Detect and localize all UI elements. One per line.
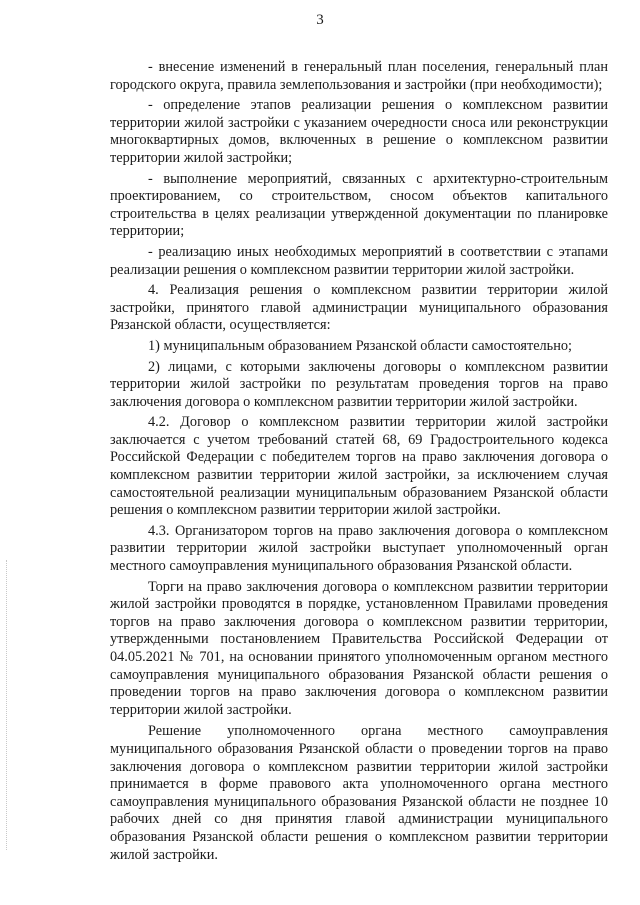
paragraph-implementation-stages: - определение этапов реализации решения о комплексном развитии территории жилой застройки с указанием очередности сноса или реконструкции многоквартирных домов, включенных в решение о комплексном развитии территории жилой застройки; [110, 97, 608, 166]
paragraph-construction-activities: - выполнение мероприятий, связанных с архитектурно-строительным проектированием, со строительством, сносом объектов капитального строительства в целях реализации утвержденной документации по планировке территории; [110, 170, 608, 240]
paragraph-general-plan-changes: - внесение изменений в генеральный план поселения, генеральный план городского округа, правила землепользования и застройки (при необходимости); [110, 59, 608, 93]
paragraph-section-4-2: 4.2. Договор о комплексном развитии территории жилой застройки заключается с учетом требований статей 68, 69 Градостроительного кодекса Российской Федерации с победителем торгов на право заключения договора о комплексном развитии территории жилой застройки, за исключением случая самостоятельной реализации муниципальным образованием Рязанской области решения о комплексном развитии территории жилой застройки. [110, 414, 608, 519]
paragraph-item-2: 2) лицами, с которыми заключены договоры о комплексном развитии территории жилой застройки по результатам проведения торгов на право заключения договора о комплексном развитии территории жилой застройки. [110, 358, 608, 410]
paragraph-tender-procedure: Торги на право заключения договора о комплексном развитии территории жилой застройки проводятся в порядке, установленном Правилами проведения торгов на право заключения договора о комплексном развитии территории, утвержденными постановлением Правительства Российской Федерации от 04.05.2021 № 701, на основании принятого уполномоченным органом местного самоуправления муниципального образования Рязанской области решения о проведении торгов на право заключения договора о комплексном развитии территории жилой застройки. [110, 578, 608, 718]
paragraph-tender-decision: Решение уполномоченного органа местного самоуправления муниципального образования Рязанской области о проведении торгов на право заключения договора о комплексном развитии территории жилой застройки принимается в форме правового акта уполномоченного органа местного самоуправления муниципального образования Рязанской области не позднее 10 рабочих дней со дня принятия главой администрации муниципального образования Рязанской области решения о комплексном развитии территории жилой застройки. [110, 723, 608, 863]
paragraph-other-activities: - реализацию иных необходимых мероприятий в соответствии с этапами реализации решения о комплексном развитии территории жилой застройки. [110, 243, 608, 278]
paragraph-section-4: 4. Реализация решения о комплексном развитии территории жилой застройки, принятого главой администрации муниципального образования Рязанской области, осуществляется: [110, 282, 608, 334]
paragraph-section-4-3: 4.3. Организатором торгов на право заключения договора о комплексном развитии территории жилой застройки выступает уполномоченный орган местного самоуправления муниципального образования Рязанской области. [110, 522, 608, 575]
page-number: 3 [316, 12, 324, 28]
paragraph-item-1: 1) муниципальным образованием Рязанской области самостоятельно; [148, 337, 572, 354]
document-body [110, 59, 608, 864]
scan-margin-marks [6, 560, 9, 850]
